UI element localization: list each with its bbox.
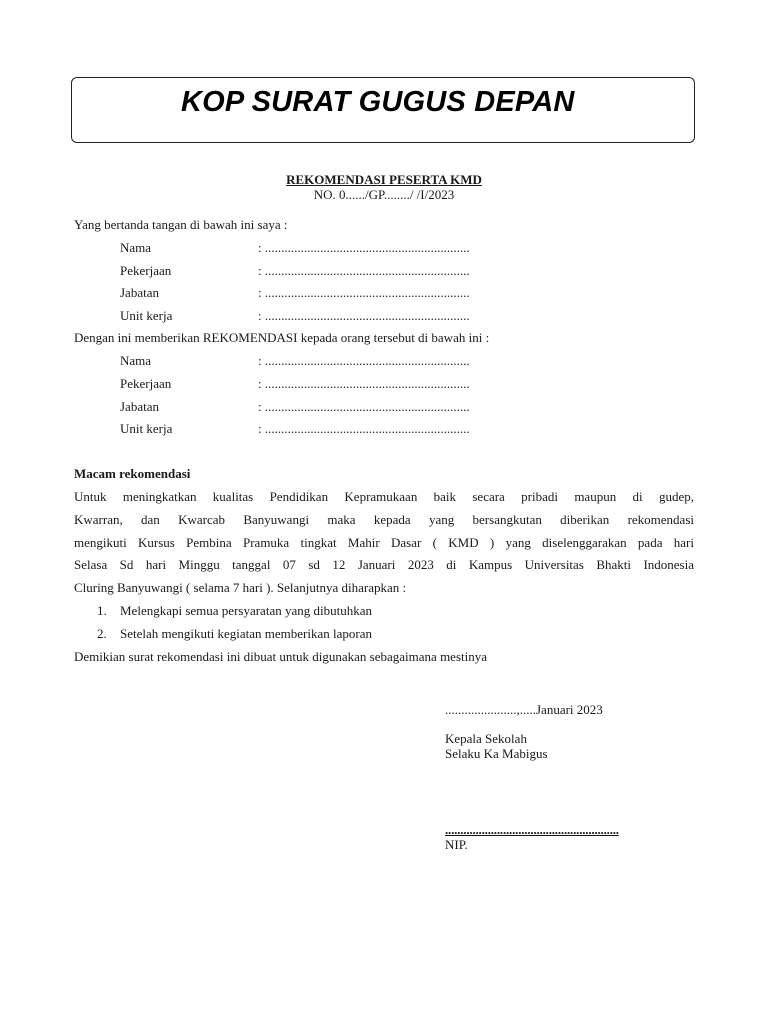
list-number: 1. bbox=[97, 603, 107, 618]
section-title: Macam rekomendasi bbox=[74, 466, 191, 481]
paragraph-line: Kwarran, dan Kwarcab Banyuwangi maka kepada yang bersangkutan diberikan rekomendasi bbox=[74, 512, 694, 527]
letter-title: REKOMENDASI PESERTA KMD bbox=[286, 172, 482, 187]
list-item: Melengkapi semua persyaratan yang dibutuhkan bbox=[120, 603, 372, 618]
signature-name-line: ......................................................... bbox=[445, 822, 619, 837]
signer-position-field: : ............................................................... bbox=[258, 285, 470, 300]
signature-nip: NIP. bbox=[445, 837, 468, 852]
signer-name-label: Nama bbox=[120, 240, 152, 255]
recipient-job-label: Pekerjaan bbox=[120, 376, 172, 391]
signature-date: ......................,.....Januari 2023 bbox=[445, 702, 603, 717]
recipient-position-field: : ............................................................... bbox=[258, 399, 470, 414]
recipient-unit-field: : ............................................................... bbox=[258, 421, 470, 436]
recipient-name-field: : ............................................................... bbox=[258, 353, 470, 368]
recipient-unit-label: Unit kerja bbox=[120, 421, 173, 436]
signer-job-field: : ............................................................... bbox=[258, 263, 470, 278]
letterhead-title: KOP SURAT GUGUS DEPAN bbox=[181, 86, 575, 118]
recipient-job-field: : ............................................................... bbox=[258, 376, 470, 391]
signer-unit-label: Unit kerja bbox=[120, 308, 173, 323]
list-item: Setelah mengikuti kegiatan memberikan laporan bbox=[120, 626, 372, 641]
recipient-position-label: Jabatan bbox=[120, 399, 159, 414]
signer-position-label: Jabatan bbox=[120, 285, 159, 300]
closing-statement: Demikian surat rekomendasi ini dibuat untuk digunakan sebagaimana mestinya bbox=[74, 649, 488, 664]
paragraph-line: Cluring Banyuwangi ( selama 7 hari ). Selanjutnya diharapkan : bbox=[74, 580, 407, 595]
letter-number: NO. 0....../GP......../ /I/2023 bbox=[313, 187, 455, 202]
paragraph-line: mengikuti Kursus Pembina Pramuka tingkat Mahir Dasar ( KMD ) yang diselenggarakan pada hari bbox=[74, 535, 694, 550]
signer-job-label: Pekerjaan bbox=[120, 263, 172, 278]
recipient-name-label: Nama bbox=[120, 353, 152, 368]
signature-position: Kepala Sekolah bbox=[445, 731, 527, 746]
recipient-intro: Dengan ini memberikan REKOMENDASI kepada orang tersebut di bawah ini : bbox=[74, 330, 490, 345]
paragraph-line: Untuk meningkatkan kualitas Pendidikan Kepramukaan baik secara pribadi maupun di gudep, bbox=[74, 489, 694, 504]
signer-unit-field: : ............................................................... bbox=[258, 308, 470, 323]
signer-name-field: : ............................................................... bbox=[258, 240, 470, 255]
paragraph-line: Selasa Sd hari Minggu tanggal 07 sd 12 Januari 2023 di Kampus Universitas Bhakti Indonesia bbox=[74, 557, 694, 572]
signature-role: Selaku Ka Mabigus bbox=[445, 746, 548, 761]
signer-intro: Yang bertanda tangan di bawah ini saya : bbox=[74, 217, 288, 232]
list-number: 2. bbox=[97, 626, 107, 641]
